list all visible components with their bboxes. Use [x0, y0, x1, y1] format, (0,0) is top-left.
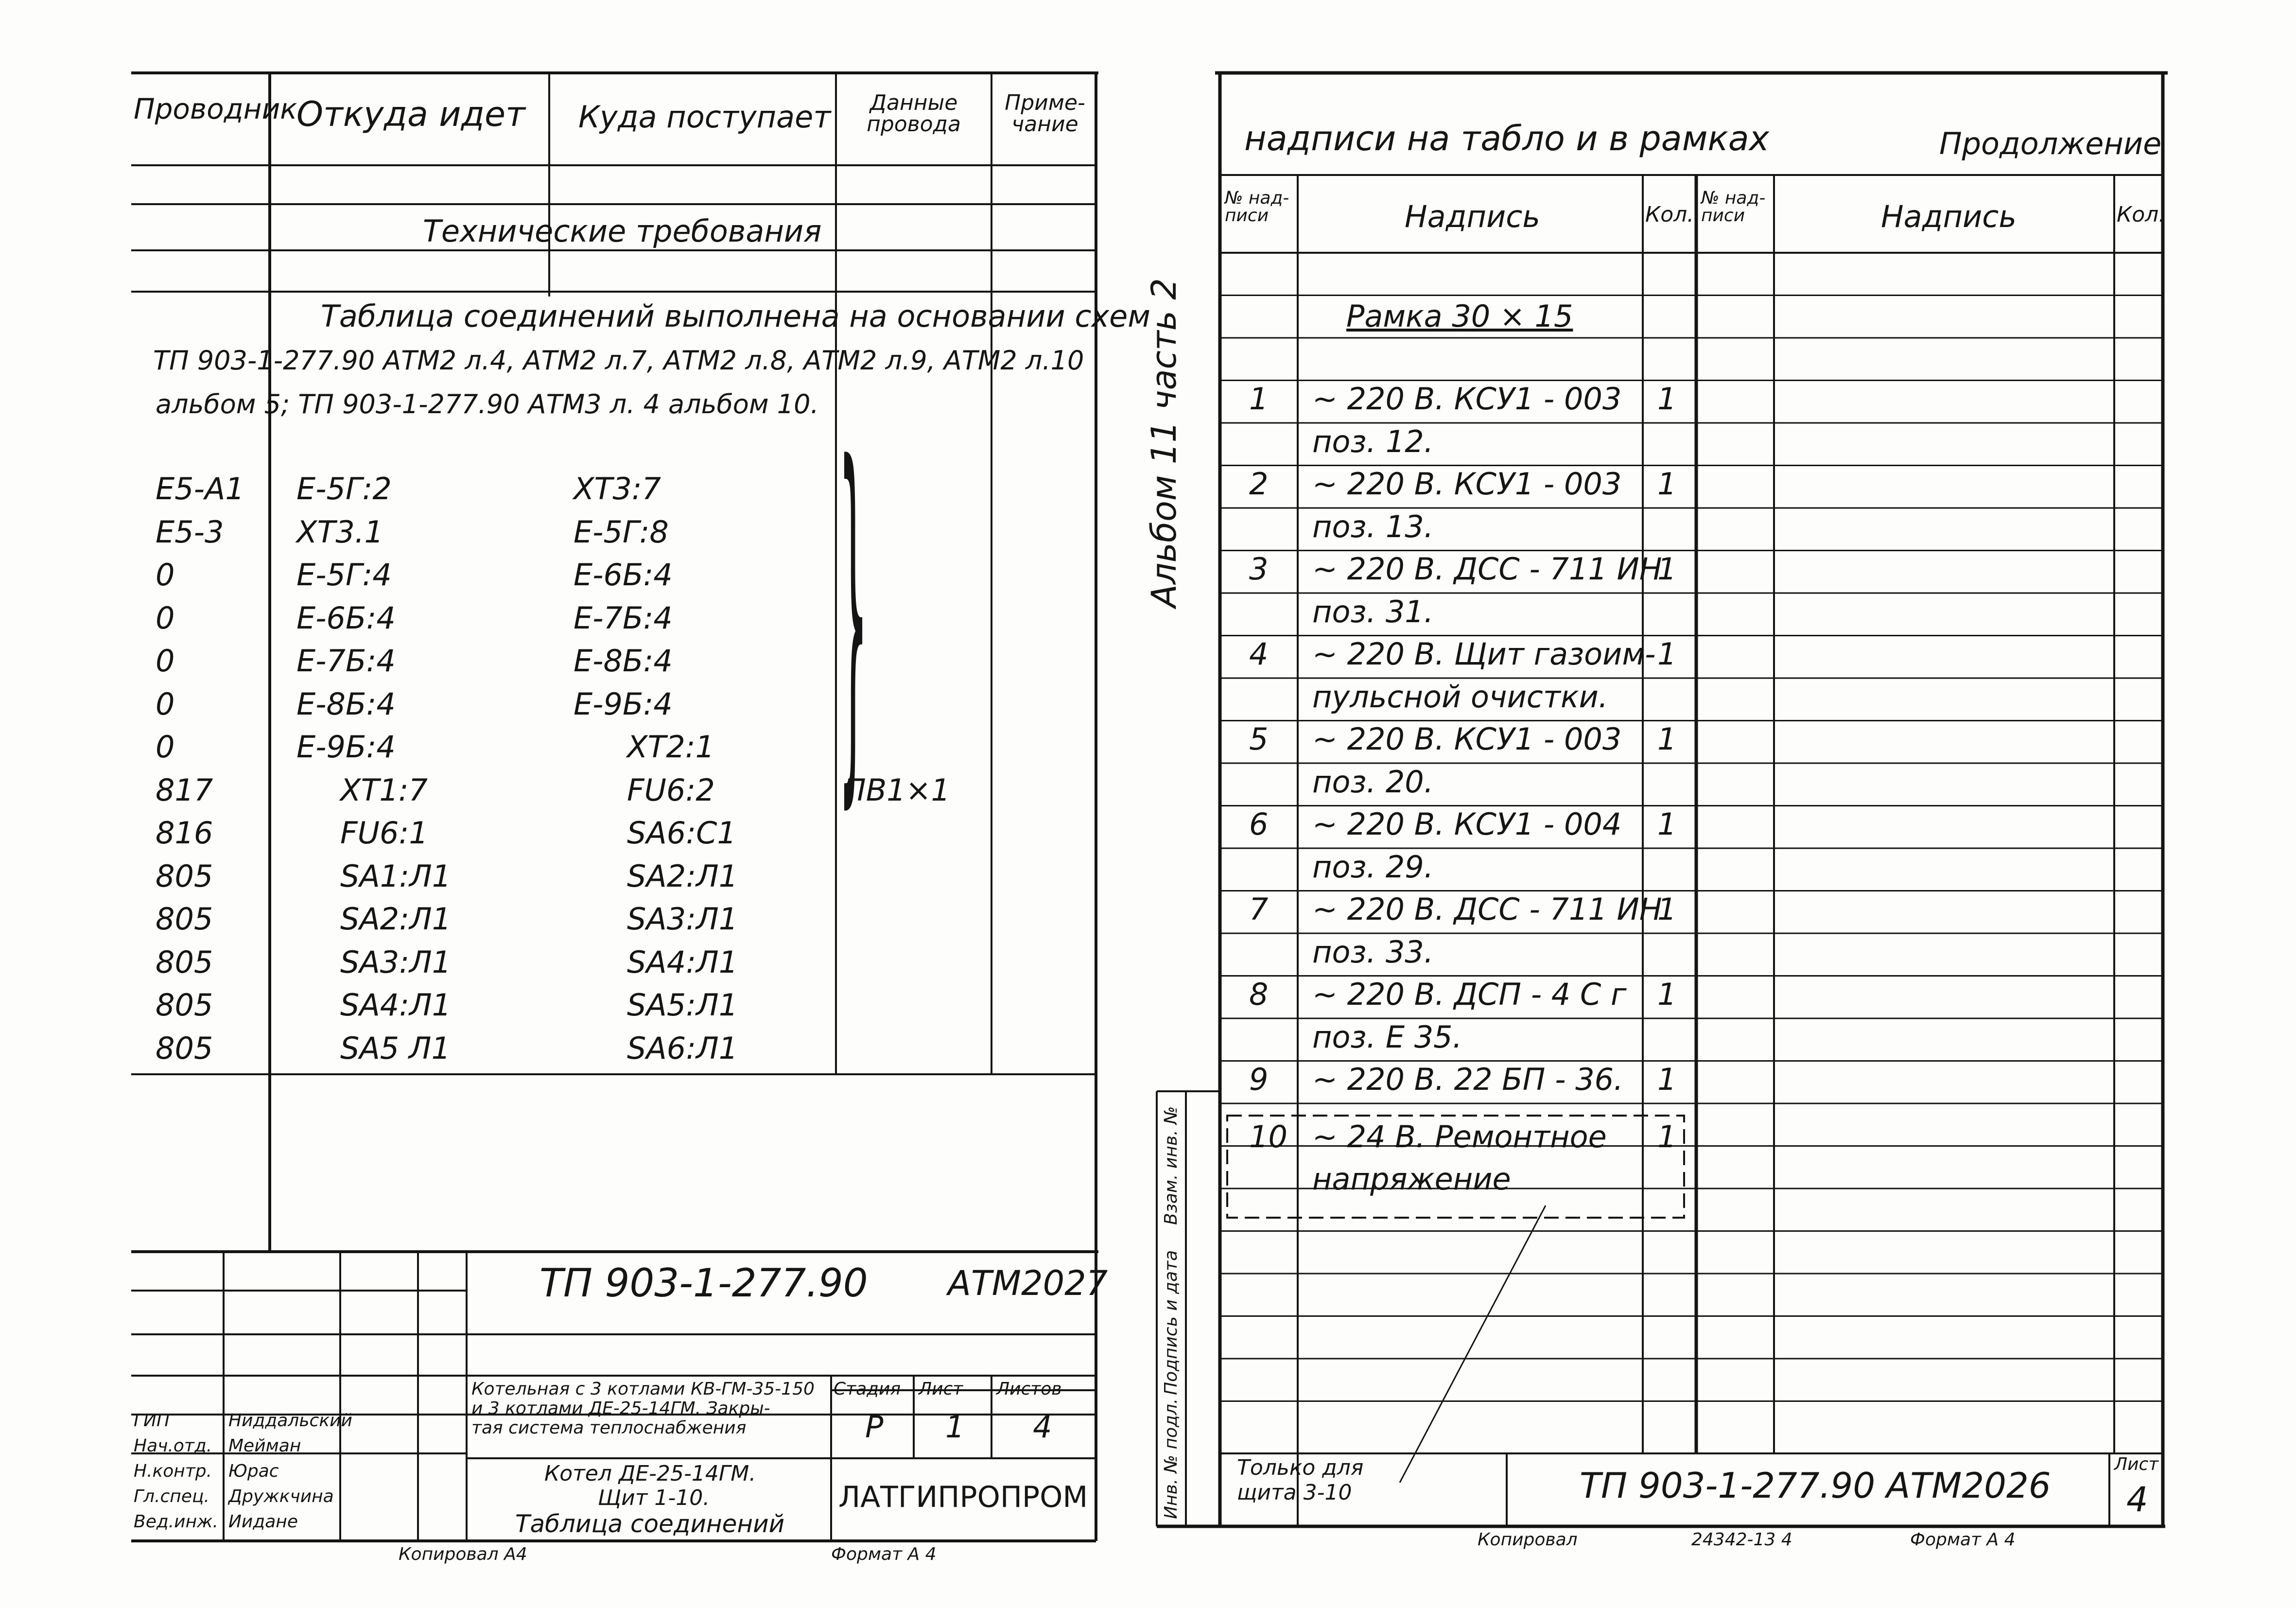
- table-row-from: FU6:1: [340, 815, 428, 851]
- table-row-conductor: 805: [156, 901, 213, 937]
- stamp-title-3: Таблица соединений: [515, 1510, 785, 1538]
- inscription-no: 9: [1249, 1062, 1269, 1097]
- inscription-text: ~ 220 В. 22 БП - 36.: [1312, 1062, 1623, 1097]
- table-row-from: SA2:Л1: [340, 901, 452, 937]
- table-row-to: SA5:Л1: [627, 987, 738, 1023]
- right-bottom-number: 24342-13 4: [1691, 1530, 1792, 1550]
- stamp-org: ЛАТГИПРОПРОМ: [838, 1480, 1088, 1514]
- left-bottom-note: Копировал А4: [399, 1544, 527, 1564]
- table-row-to: SA6:С1: [627, 815, 736, 851]
- right-doc-code: ТП 903-1-277.90 АТМ2026: [1580, 1465, 2051, 1506]
- table-row-conductor: 805: [156, 944, 213, 980]
- inscription-qty: 1: [1657, 1062, 1677, 1097]
- table-row-conductor: 805: [156, 858, 213, 894]
- stamp-object-3: тая система теплоснабжения: [471, 1418, 747, 1438]
- inscription-text: напряжение: [1312, 1161, 1511, 1197]
- stamp-sheet-label: Лист: [919, 1379, 963, 1399]
- table-row-conductor: Е5-3: [156, 514, 224, 550]
- table-row-to: SA6:Л1: [627, 1031, 738, 1066]
- inscription-text: ~ 220 В. ДСС - 711 ИН: [1312, 891, 1662, 927]
- inscription-text: поз. 13.: [1312, 509, 1434, 544]
- inscription-no: 3: [1249, 551, 1269, 587]
- left-format: Формат А 4: [831, 1544, 937, 1564]
- inscription-text: ~ 220 В. КСУ1 - 003: [1312, 381, 1622, 417]
- inscription-no: 4: [1249, 636, 1269, 672]
- table-row-conductor: 805: [156, 987, 213, 1023]
- stamp-doc-code: ТП 903-1-277.90: [539, 1260, 868, 1306]
- stamp-name: Иидане: [228, 1512, 298, 1532]
- table-row-from: Е-7Б:4: [296, 643, 396, 679]
- side-label-replace: Взам. инв. №: [1161, 1106, 1181, 1225]
- inscription-text: ~ 220 В. ДСП - 4 С г: [1312, 977, 1627, 1012]
- right-continuation: Продолжение: [1939, 126, 2162, 161]
- table-row-to: Е-5Г:8: [574, 514, 669, 550]
- col-no-left: № над-писи: [1225, 188, 1289, 226]
- table-row-from: Е-5Г:4: [296, 557, 392, 593]
- table-row-from: ХТ3.1: [296, 514, 383, 550]
- stamp-role: Нач.отд.: [134, 1436, 212, 1456]
- table-row-from: SA3:Л1: [340, 944, 452, 980]
- inscription-no: 7: [1249, 891, 1269, 927]
- table-row-conductor: 0: [156, 643, 175, 679]
- text-line-1: Таблица соединений выполнена на основании схем: [321, 298, 1151, 334]
- side-label-inv: Инв. № подл.: [1161, 1398, 1181, 1519]
- inscription-text: поз. 20.: [1312, 764, 1434, 800]
- table-row-conductor: 0: [156, 557, 175, 593]
- table-row-conductor: 816: [156, 815, 213, 851]
- inscription-text: ~ 220 В. Щит газоим-: [1312, 636, 1656, 672]
- inscription-text: ~ 220 В. КСУ1 - 003: [1312, 466, 1622, 502]
- inscription-text: ~ 220 В. КСУ1 - 004: [1312, 806, 1622, 842]
- header-from: Откуда идет: [296, 94, 525, 134]
- inscription-text: пульсной очистки.: [1312, 679, 1608, 715]
- right-sheet-label: Лист: [2114, 1454, 2159, 1474]
- table-row-conductor: 0: [156, 729, 175, 765]
- header-conductor: Проводник: [134, 92, 297, 125]
- inscription-qty: 1: [1657, 551, 1677, 587]
- inscription-text: поз. 12.: [1312, 424, 1434, 459]
- table-row-conductor: 0: [156, 600, 175, 636]
- table-row-from: Е-6Б:4: [296, 600, 396, 636]
- inscription-text: ~ 220 В. ДСС - 711 ИН: [1312, 551, 1662, 587]
- wire-brace: }: [838, 386, 869, 839]
- header-note: Приме-чание: [1005, 90, 1085, 137]
- inscription-qty: 1: [1657, 636, 1677, 672]
- table-row-to: Е-9Б:4: [574, 686, 673, 722]
- table-row-to: Е-6Б:4: [574, 557, 673, 593]
- stamp-sheets-label: Листов: [996, 1379, 1062, 1399]
- inscription-qty: 1: [1657, 381, 1677, 417]
- inscription-qty: 1: [1657, 977, 1677, 1012]
- table-row-from: Е-8Б:4: [296, 686, 396, 722]
- table-row-to: SA4:Л1: [627, 944, 738, 980]
- inscription-qty: 1: [1657, 1119, 1677, 1154]
- table-row-to: ХТ3:7: [574, 471, 661, 507]
- stamp-role: Н.контр.: [134, 1461, 212, 1481]
- col-text-right: Надпись: [1881, 199, 2017, 234]
- table-row-from: SA1:Л1: [340, 858, 452, 894]
- inscription-no: 5: [1249, 721, 1269, 757]
- table-row-to: SA3:Л1: [627, 901, 738, 937]
- inscription-qty: 1: [1657, 891, 1677, 927]
- right-sheet-no: 4: [2126, 1480, 2148, 1520]
- col-no-right: № над-писи: [1701, 188, 1766, 226]
- right-title: надписи на табло и в рамках: [1244, 119, 1770, 158]
- stamp-name: Юрас: [228, 1461, 279, 1481]
- stamp-name: Мейман: [228, 1436, 301, 1456]
- inscription-qty: 1: [1657, 806, 1677, 842]
- stamp-name: Дружкчина: [228, 1486, 334, 1506]
- table-row-conductor: Е5-А1: [156, 471, 244, 507]
- inscription-no: 6: [1249, 806, 1269, 842]
- inscription-text: ~ 220 В. КСУ1 - 003: [1312, 721, 1622, 757]
- inscription-text: ~ 24 В. Ремонтное: [1312, 1119, 1607, 1154]
- inscription-text: поз. 31.: [1312, 594, 1434, 629]
- inscription-qty: 1: [1657, 466, 1677, 502]
- stamp-role: Вед.инж.: [134, 1512, 218, 1532]
- table-row-from: SA4:Л1: [340, 987, 452, 1023]
- table-row-to: FU6:2: [627, 772, 715, 808]
- right-note: Только для щита 3-10: [1237, 1455, 1364, 1505]
- inscription-text: поз. 29.: [1312, 849, 1434, 885]
- table-row-conductor: 817: [156, 772, 213, 808]
- stamp-stage: Р: [865, 1409, 884, 1445]
- wire-brand: ПВ1×1: [843, 772, 950, 808]
- col-qty-left: Кол.: [1645, 202, 1694, 227]
- stamp-title-2: Щит 1-10.: [598, 1486, 710, 1510]
- text-line-2: ТП 903-1-277.90 АТМ2 л.4, АТМ2 л.7, АТМ2 л.8, АТМ2 л.9, АТМ2 л.10: [153, 345, 1084, 376]
- stamp-sheet-code: АТМ2027: [948, 1263, 1108, 1303]
- text-line-3: альбом 5; ТП 903-1-277.90 АТМ3 л. 4 альбом 10.: [156, 389, 819, 419]
- stamp-name: Ниддальский: [228, 1411, 352, 1431]
- col-text-left: Надпись: [1405, 199, 1540, 234]
- stamp-role: Гл.спец.: [134, 1486, 209, 1506]
- inscription-text: поз. Е 35.: [1312, 1019, 1462, 1055]
- table-row-from: Е-5Г:2: [296, 471, 392, 507]
- leader-line: [1400, 1206, 1546, 1483]
- stamp-stage-label: Стадия: [834, 1379, 901, 1399]
- album-side-label: Альбом 11 часть 2: [1144, 278, 1184, 608]
- inscription-text: поз. 33.: [1312, 934, 1434, 970]
- stamp-object-1: Котельная с 3 котлами КВ-ГМ-35-150: [471, 1379, 815, 1399]
- col-qty-right: Кол.: [2117, 202, 2166, 227]
- table-row-from: ХТ1:7: [340, 772, 428, 808]
- table-row-to: ХТ2:1: [627, 729, 715, 765]
- header-wire-data: Данные провода: [867, 90, 961, 137]
- table-row-to: SA2:Л1: [627, 858, 738, 894]
- side-label-sign: Подпись и дата: [1161, 1250, 1181, 1395]
- inscription-qty: 1: [1657, 721, 1677, 757]
- right-format: Формат А 4: [1910, 1530, 2016, 1550]
- table-row-from: SA5 Л1: [340, 1031, 451, 1066]
- stamp-sheet: 1: [945, 1409, 965, 1445]
- stamp-title-1: Котел ДЕ-25-14ГМ.: [544, 1461, 756, 1486]
- right-bottom-note: Копировал: [1478, 1530, 1578, 1550]
- table-row-to: Е-7Б:4: [574, 600, 673, 636]
- header-to: Куда поступает: [578, 99, 831, 135]
- stamp-object-2: и 3 котлами ДЕ-25-14ГМ. Закры-: [471, 1398, 770, 1418]
- table-row-conductor: 0: [156, 686, 175, 722]
- table-row-conductor: 805: [156, 1031, 213, 1066]
- inscription-no: 2: [1249, 466, 1269, 502]
- table-row-to: Е-8Б:4: [574, 643, 673, 679]
- inscription-no: 1: [1249, 381, 1269, 417]
- table-row-from: Е-9Б:4: [296, 729, 396, 765]
- tech-requirements-title: Технические требования: [423, 213, 822, 249]
- stamp-role: ГИП: [134, 1411, 170, 1431]
- frame-label: Рамка 30 × 15: [1346, 298, 1573, 334]
- stamp-sheets: 4: [1033, 1409, 1052, 1445]
- inscription-no: 8: [1249, 977, 1269, 1012]
- inscription-no: 10: [1249, 1119, 1287, 1154]
